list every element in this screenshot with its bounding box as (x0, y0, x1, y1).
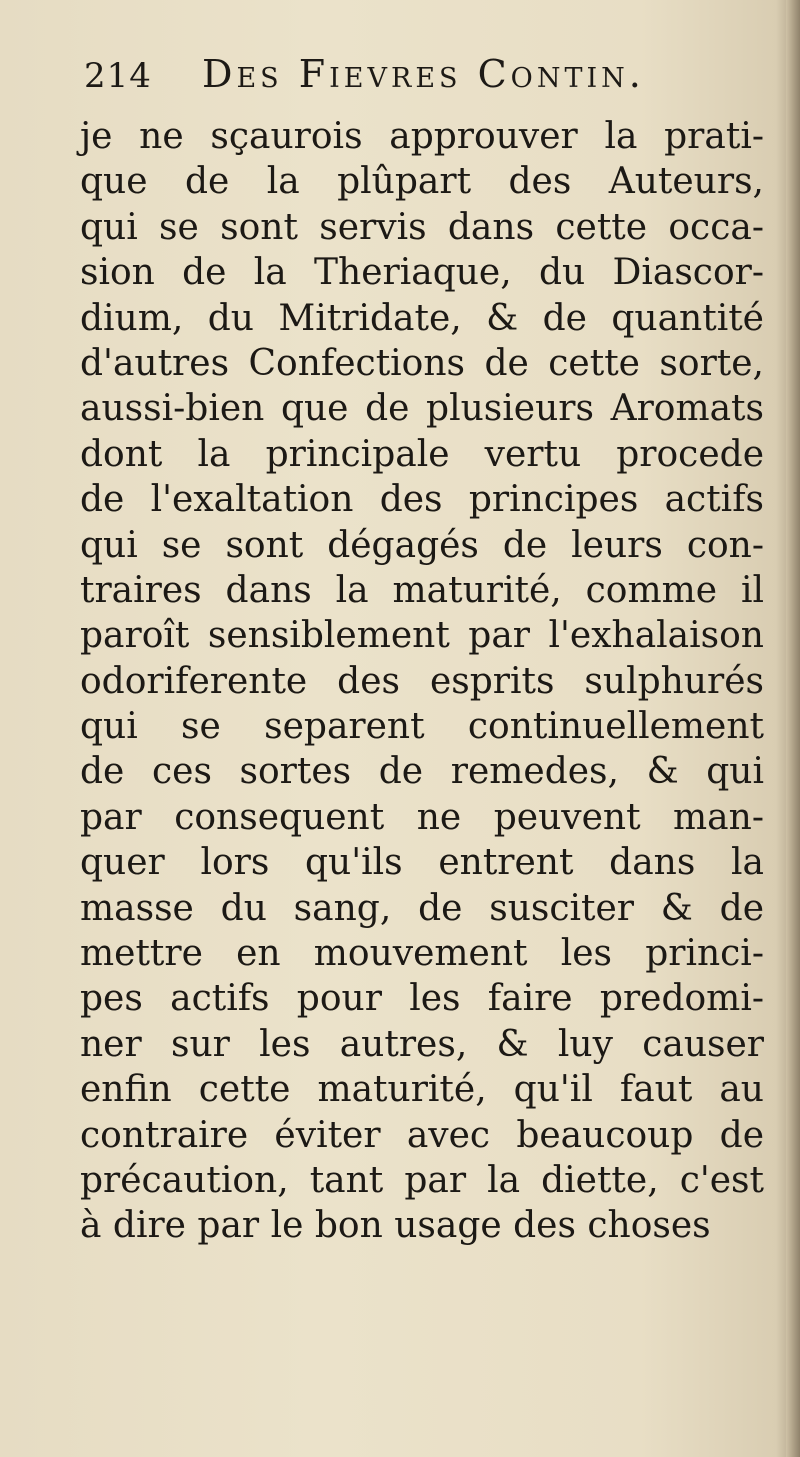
text-line: d'autres Confections de cette sorte, (80, 342, 764, 384)
page-gutter-shadow (786, 0, 800, 1457)
body-text (80, 114, 764, 1249)
text-line: dont la principale vertu procede (80, 433, 764, 475)
text-line: de ces sortes de remedes, & qui (80, 751, 764, 793)
text-line: que de la plûpart des Auteurs, (80, 161, 764, 203)
page-number: 214 (84, 56, 152, 96)
text-line: quer lors qu'ils entrent dans la (80, 842, 764, 884)
text-line: précaution, tant par la diette, c'est (80, 1159, 764, 1201)
running-title: Des Fievres Contin. (202, 52, 645, 96)
text-line: qui se sont dégagés de leurs con- (80, 524, 764, 566)
text-line: mettre en mouvement les princi- (80, 933, 764, 975)
text-line: odoriferente des esprits sulphurés (80, 660, 764, 702)
text-line: paroît sensiblement par l'exhalaison (80, 615, 764, 657)
text-line: je ne sçaurois approuver la prati- (80, 116, 764, 157)
text-line: à dire par le bon usage des choses (80, 1205, 711, 1247)
text-line: traires dans la maturité, comme il (80, 569, 764, 611)
page-header (84, 48, 724, 104)
text-line: par consequent ne peuvent man- (80, 796, 764, 838)
text-line: qui se separent continuellement (80, 706, 764, 748)
text-line: qui se sont servis dans cette occa- (80, 206, 764, 248)
text-line: de l'exaltation des principes actifs (80, 479, 764, 521)
text-line: contraire éviter avec beaucoup de (80, 1114, 764, 1156)
text-line: pes actifs pour les faire predomi- (80, 978, 764, 1020)
text-line: ner sur les autres, & luy causer (80, 1023, 764, 1065)
text-line: dium, du Mitridate, & de quantité (80, 297, 764, 339)
text-line: aussi-bien que de plusieurs Aromats (80, 388, 764, 430)
text-line: sion de la Theriaque, du Diascor- (80, 252, 764, 294)
text-line: masse du sang, de susciter & de (80, 887, 764, 929)
text-line: enfin cette maturité, qu'il faut au (80, 1069, 764, 1111)
